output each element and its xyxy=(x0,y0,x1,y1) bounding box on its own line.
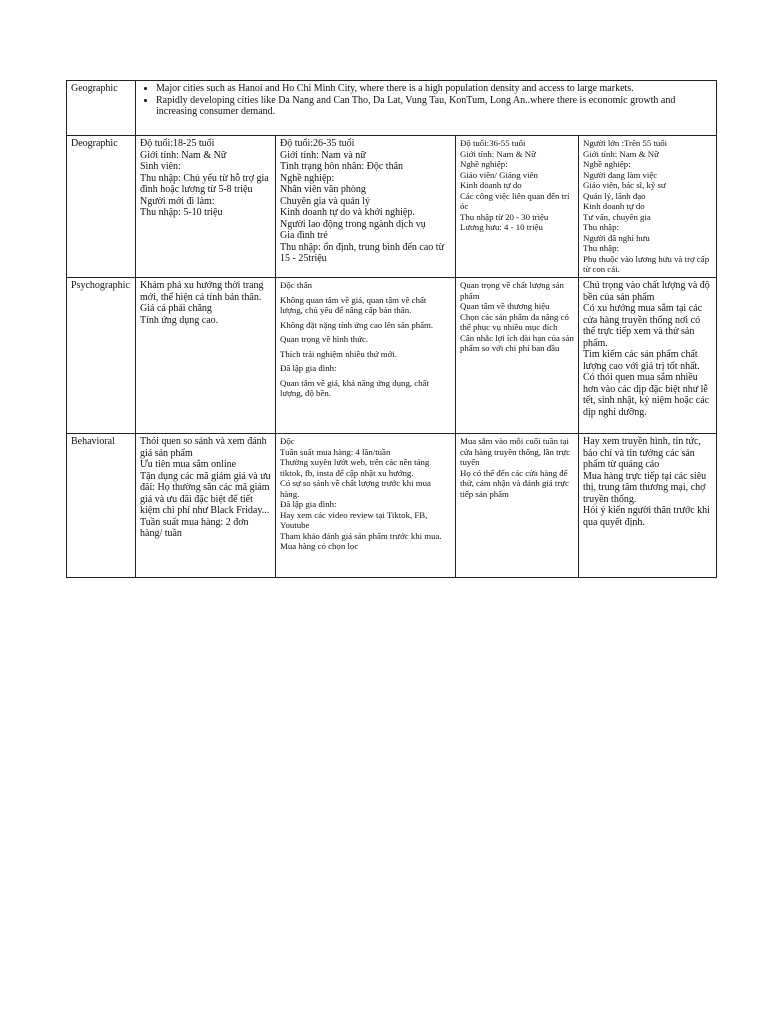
cell-line: Mua hàng có chọn lọc xyxy=(280,541,359,551)
cell-line: Giá cả phải chăng xyxy=(140,303,212,314)
geographic-bullet-list xyxy=(140,83,712,118)
row-behavioral xyxy=(67,434,717,578)
cell-line: Tuần suất mua hàng: 4 lần/tuần xyxy=(280,446,391,457)
cell-line: Cân nhắc lợi ích dài hạn của sản phẩm so với chi phí ban đầu xyxy=(460,332,574,353)
cell-line: Chọn các sản phẩm đa năng có thể phục vụ nhiều mục đích xyxy=(460,311,569,332)
row-label-demographic: Deographic xyxy=(67,136,136,278)
cell-line: Tuần suất mua hàng: 2 đơn hàng/ tuần xyxy=(140,516,249,539)
cell-line: Độ tuổi:36-55 tuổi xyxy=(460,138,526,148)
cell-line: Kinh doanh tự do và khởi nghiệp. xyxy=(280,207,415,218)
cell-line: Sinh viên: xyxy=(140,161,181,172)
cell-line: Thói quen so sánh và xem đánh giá sản phẩm xyxy=(140,436,267,459)
cell-line: Giới tính: Nam và nữ xyxy=(280,149,366,161)
cell-line: Hay xem các video review tại Tiktok, FB, Youtube xyxy=(280,509,428,530)
cell-line: Khám phá xu hướng thời trang mới, thể hiện cá tính bản thân. xyxy=(140,280,264,303)
psychographic-cell-18-25 xyxy=(136,278,276,434)
behavioral-cell-18-25 xyxy=(136,434,276,578)
cell-line: Họ có thể đến các cửa hàng để thử, cảm nhận và đánh giá trực tiếp sản phẩm xyxy=(460,467,569,499)
cell-line: Tìm kiếm các sản phẩm chất lượng cao với giá trị tốt nhất. xyxy=(583,349,700,372)
cell-line: Tham khảo đánh giá sản phẩm trước khi mua. xyxy=(280,530,442,541)
cell-line: Phụ thuộc vào lương hưu và trợ cấp từ con cái. xyxy=(583,253,710,274)
row-label-behavioral: Behavioral xyxy=(67,434,136,578)
cell-line: Giới tính: Nam & Nữ xyxy=(460,148,536,159)
cell-line: Nhân viên văn phòng xyxy=(280,184,366,195)
cell-line: Thu nhập: ổn định, trung bình đến cao từ 15 - 25triệu xyxy=(280,241,445,264)
cell-line: Quan trọng về hình thức. xyxy=(280,334,369,344)
cell-line: Có xu hướng mua sắm tại các cửa hàng truyền thống nơi có thể trực tiếp xem và thử sản phẩm. xyxy=(583,303,703,349)
cell-line: Chú trọng vào chất lượng và độ bền của sản phẩm xyxy=(583,280,710,303)
cell-line: Quan tâm về giá, khả năng ứng dụng, chất lượng, độ bền. xyxy=(280,377,429,398)
cell-line: Chuyên gia và quản lý xyxy=(280,195,370,207)
cell-line: Độ tuổi:26-35 tuổi xyxy=(280,138,355,149)
cell-line: Người đã nghỉ hưu xyxy=(583,232,650,243)
row-label-geographic: Geographic xyxy=(67,81,136,136)
demographic-cell-36-55 xyxy=(456,136,579,278)
cell-line: Mua sắm vào mỗi cuối tuần tại cửa hàng truyền thống, lần trực tuyến xyxy=(460,436,571,467)
cell-line: Lương hưu: 4 - 10 triệu xyxy=(460,222,543,232)
cell-line: Gia đình trẻ xyxy=(280,230,328,241)
cell-line: Người mới đi làm: xyxy=(140,195,215,207)
cell-line: Nghề nghiệp: xyxy=(460,159,508,169)
cell-line: Giáo viên, bác sĩ, kỹ sư xyxy=(583,180,666,190)
psychographic-cell-26-35 xyxy=(276,278,456,434)
cell-line: Có thói quen mua sắm nhiều hơn vào các dịp đặc biệt như lễ tết, sinh nhật, kỷ niệm hoặc các dịp nghỉ dưỡng. xyxy=(583,372,710,418)
psychographic-cell-36-55 xyxy=(456,278,579,434)
cell-line: Đã lập gia đình: xyxy=(280,499,337,509)
cell-line: Quan trọng về chất lượng sản phẩm xyxy=(460,280,564,301)
cell-line: Các công việc liên quan đến trí óc xyxy=(460,190,570,211)
cell-line: Người đang làm việc xyxy=(583,169,658,180)
geographic-content xyxy=(136,81,717,136)
geographic-bullet: • Rapidly developing cities like Da Nang and Can Tho, Da Lat, Vung Tau, KonTum, Long An..where there is economic growth and increasing consumer demand. xyxy=(156,95,712,118)
cell-line: Quan tâm về thương hiệu xyxy=(460,301,550,311)
demographic-cell-26-35 xyxy=(276,136,456,278)
cell-line: Mua hàng trực tiếp tại các siêu thị, trung tâm thương mại, chợ truyền thống. xyxy=(583,470,707,505)
geographic-bullet: • Major cities such as Hanoi and Ho Chi Minh City, where there is a high population density and access to large markets. xyxy=(156,83,712,95)
cell-line: Người lao động trong ngành dịch vụ xyxy=(280,218,426,230)
row-geographic xyxy=(67,81,717,136)
cell-line: Độc xyxy=(280,436,295,446)
cell-line: Tư vấn, chuyên gia xyxy=(583,211,651,222)
cell-line: Giới tính: Nam & Nữ xyxy=(583,148,659,159)
cell-line: Thu nhập: 5-10 triệu xyxy=(140,207,223,218)
behavioral-cell-36-55 xyxy=(456,434,579,578)
cell-line: Thu nhập: Chủ yếu từ hỗ trợ gia đình hoặc lương từ 5-8 triệu xyxy=(140,172,269,195)
cell-line: Thu nhập: xyxy=(583,222,619,232)
row-demographic xyxy=(67,136,717,278)
cell-line: Quản lý, lãnh đạo xyxy=(583,190,646,201)
cell-line: Kinh doanh tự do xyxy=(583,201,645,211)
cell-line: Người lớn :Trên 55 tuổi xyxy=(583,138,668,148)
cell-line: Độc thân xyxy=(280,280,313,290)
segmentation-table xyxy=(66,80,717,578)
behavioral-cell-26-35 xyxy=(276,434,456,578)
cell-line: Tình trạng hôn nhân: Độc thân xyxy=(280,161,404,172)
cell-line: Hay xem truyền hình, tin tức, báo chí và tin tưởng các sản phẩm từ quảng cáo xyxy=(583,436,701,470)
cell-line: Thường xuyên lướt web, trên các nền tảng tiktok, fb, insta để cập nhật xu hướng. xyxy=(280,457,430,478)
row-label-psychographic: Psychographic xyxy=(67,278,136,434)
behavioral-cell-55-plus xyxy=(579,434,717,578)
cell-line: Có sự so sánh về chất lượng trước khi mua hàng. xyxy=(280,478,431,499)
cell-line: Nghề nghiệp: xyxy=(280,172,335,184)
cell-line: Nghề nghiệp: xyxy=(583,159,631,169)
cell-line: Không đặt nặng tính ứng cao lên sản phẩm. xyxy=(280,319,434,330)
cell-line: Tính ứng dụng cao. xyxy=(140,314,219,326)
cell-line: Độ tuổi:18-25 tuổi xyxy=(140,138,215,149)
cell-line: Kinh doanh tự do xyxy=(460,180,522,190)
cell-line: Thích trải nghiệm nhiều thứ mới. xyxy=(280,348,397,359)
cell-line: Đã lập gia đình: xyxy=(280,363,337,373)
cell-line: Tận dụng các mã giảm giá và ưu đãi: Họ thường săn các mã giảm giá và ưu đãi đặc biệt để tiết kiệm chi phí như Black Friday... xyxy=(140,470,271,516)
psychographic-cell-55-plus xyxy=(579,278,717,434)
cell-line: Giới tính: Nam & Nữ xyxy=(140,149,227,161)
cell-line: Không quan tâm về giá, quan tâm về chất lượng, chủ yếu để nâng cấp bản thân. xyxy=(280,294,427,315)
demographic-cell-18-25 xyxy=(136,136,276,278)
cell-line: Thu nhập: xyxy=(583,243,619,253)
cell-line: Ưu tiên mua sắm online xyxy=(140,459,237,470)
cell-line: Giáo viên/ Giảng viên xyxy=(460,169,538,180)
cell-line: Thu nhập từ 20 - 30 triệu xyxy=(460,211,549,222)
cell-line: Hỏi ý kiến người thân trước khi qua quyết định. xyxy=(583,505,710,528)
demographic-cell-55-plus xyxy=(579,136,717,278)
row-psychographic xyxy=(67,278,717,434)
